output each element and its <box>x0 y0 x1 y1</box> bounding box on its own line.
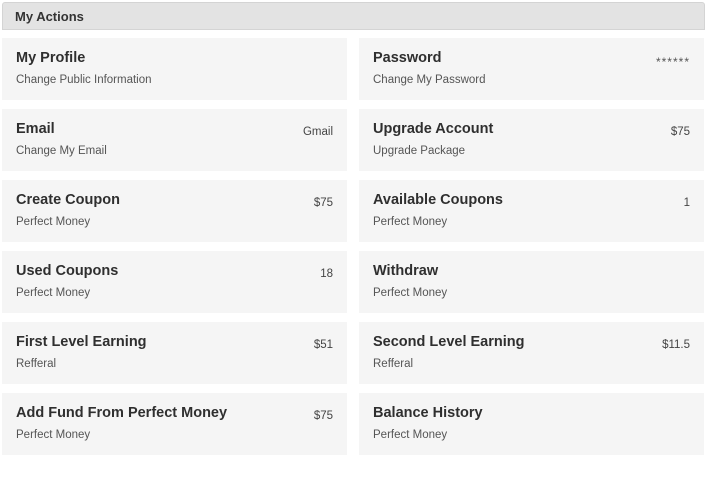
action-title: Withdraw <box>373 263 439 279</box>
action-card-add-fund-from-perfect-money[interactable] <box>2 393 347 455</box>
action-value: 1 <box>683 197 690 209</box>
action-subtitle: Upgrade Package <box>373 145 466 157</box>
actions-column-right <box>353 38 704 464</box>
action-title: Available Coupons <box>373 192 503 208</box>
action-subtitle: Perfect Money <box>16 429 91 441</box>
action-value: $75 <box>670 126 690 138</box>
action-title: My Profile <box>16 50 86 66</box>
action-title: Balance History <box>373 405 483 421</box>
action-value: $51 <box>313 339 333 351</box>
action-card-my-profile[interactable] <box>2 38 347 100</box>
action-card-upgrade-account[interactable] <box>359 109 704 171</box>
action-card-password[interactable] <box>359 38 704 100</box>
action-card-available-coupons[interactable] <box>359 180 704 242</box>
action-subtitle: Perfect Money <box>373 216 448 228</box>
action-value: 18 <box>320 268 333 280</box>
panel-title: My Actions <box>2 2 705 30</box>
action-title: Upgrade Account <box>373 121 494 137</box>
action-title: First Level Earning <box>16 334 147 350</box>
action-title: Password <box>373 50 442 66</box>
action-card-balance-history[interactable] <box>359 393 704 455</box>
action-card-create-coupon[interactable] <box>2 180 347 242</box>
actions-column-left <box>2 38 353 464</box>
action-subtitle: Refferal <box>373 358 414 370</box>
my-actions-panel <box>0 2 707 464</box>
action-value: Gmail <box>302 126 333 138</box>
action-title: Add Fund From Perfect Money <box>16 405 228 421</box>
action-card-email[interactable] <box>2 109 347 171</box>
action-card-first-level-earning[interactable] <box>2 322 347 384</box>
action-subtitle: Perfect Money <box>373 287 448 299</box>
action-title: Used Coupons <box>16 263 119 279</box>
action-value: ****** <box>655 55 690 69</box>
action-subtitle: Change My Email <box>16 145 107 157</box>
action-subtitle: Perfect Money <box>373 429 448 441</box>
actions-grid <box>0 30 707 464</box>
action-subtitle: Refferal <box>16 358 57 370</box>
action-card-second-level-earning[interactable] <box>359 322 704 384</box>
action-title: Create Coupon <box>16 192 120 208</box>
action-card-used-coupons[interactable] <box>2 251 347 313</box>
action-card-withdraw[interactable] <box>359 251 704 313</box>
action-value: $11.5 <box>662 339 690 351</box>
action-subtitle: Perfect Money <box>16 216 91 228</box>
action-value: $75 <box>313 410 333 422</box>
action-subtitle: Change Public Information <box>16 74 152 86</box>
action-title: Second Level Earning <box>373 334 525 350</box>
action-subtitle: Change My Password <box>373 74 486 86</box>
action-value: $75 <box>313 197 333 209</box>
action-title: Email <box>16 121 55 137</box>
action-subtitle: Perfect Money <box>16 287 91 299</box>
